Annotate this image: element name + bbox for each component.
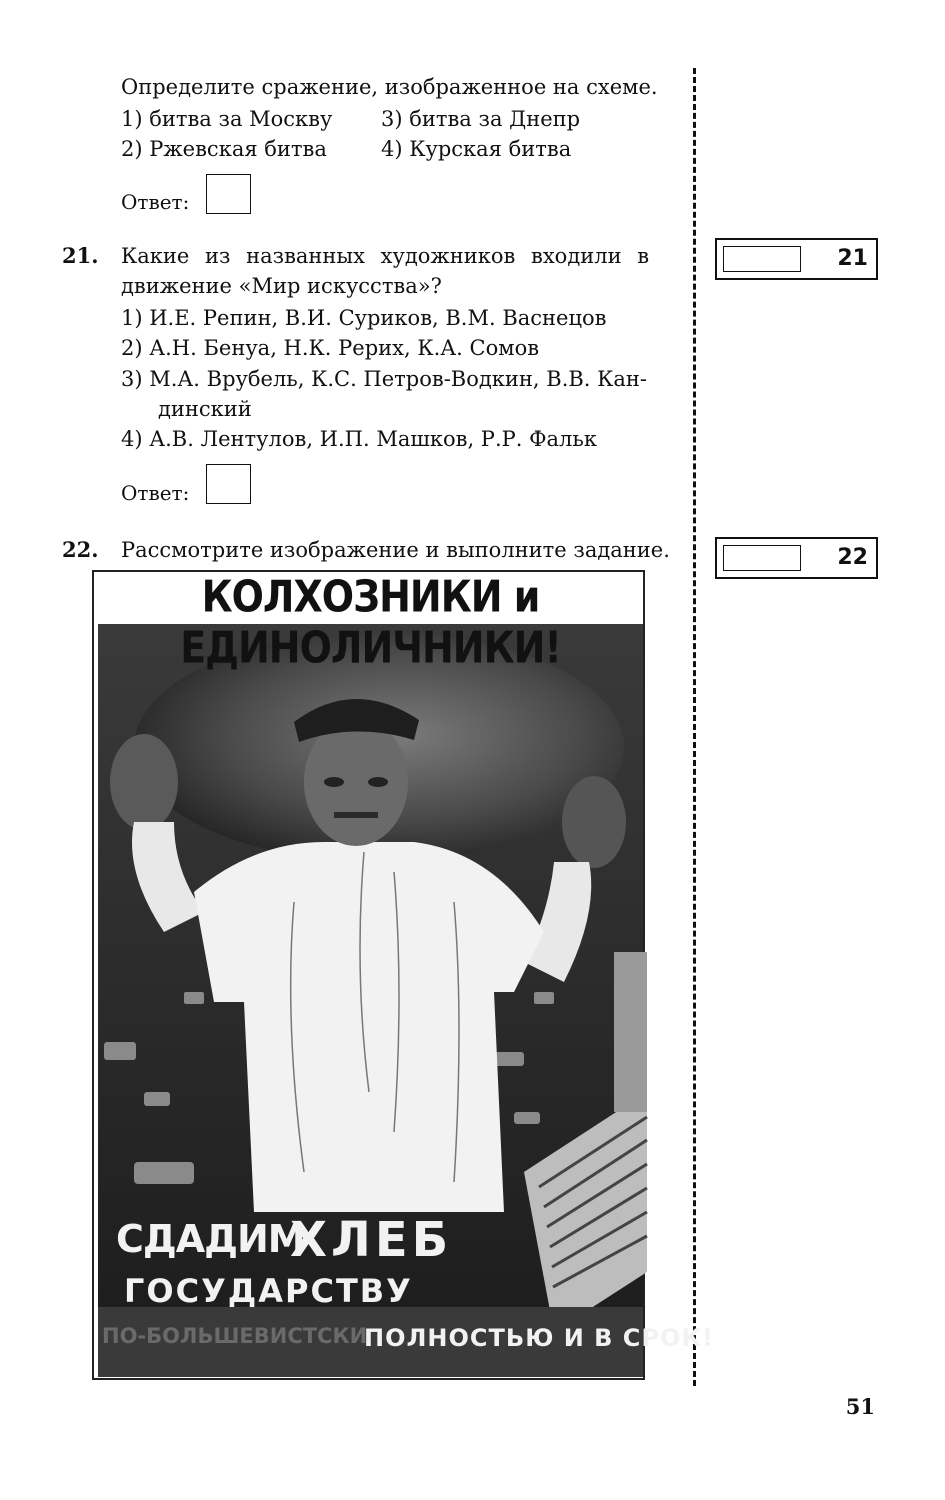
cut-line [693,68,696,1386]
q20-answer-label: Ответ: [121,190,190,214]
left-hand [110,734,178,830]
q21-number: 21. [62,243,99,268]
page-number: 51 [845,1394,875,1419]
q21-answer-label: Ответ: [121,481,190,505]
q20-option-3: 3) битва за Днепр [381,107,581,131]
q20-option-4: 4) Курская битва [381,137,572,161]
poster-slogan-3: ГОСУДАРСТВУ [124,1272,413,1310]
q21-option-3-cont: динский [158,397,252,421]
propaganda-poster [92,570,714,1380]
q21-option-4: 4) А.В. Лентулов, И.П. Машков, Р.Р. Фальк [121,427,597,451]
poster-slogan-4: ПО-БОЛЬШЕВИСТСКИ [102,1324,368,1348]
q20-answer-box[interactable] [206,174,251,214]
q21-score-box[interactable] [715,238,878,280]
q22-score-label: 22 [837,545,868,570]
q21-option-3: 3) М.А. Врубель, К.С. Петров-Водкин, В.В. Кан- [121,367,648,391]
q21-answer-box[interactable] [206,464,251,504]
q21-prompt-line-2: движение «Мир искусства»? [121,274,442,298]
q22-number: 22. [62,537,99,562]
q21-prompt-line-1: Какие из названных художников входили в [121,244,650,268]
q21-option-2: 2) А.Н. Бенуа, Н.К. Рерих, К.А. Сомов [121,336,540,360]
q20-option-1: 1) битва за Москву [121,107,333,131]
poster-slogan-1: СДАДИМ [116,1217,305,1261]
q22-score-input[interactable] [723,545,801,571]
right-hand [562,776,626,868]
poster-slogan-2: ХЛЕБ [290,1212,453,1268]
q20-prompt: Определите сражение, изображенное на схеме. [121,75,658,99]
poster-title: КОЛХОЗНИКИ и ЕДИНОЛИЧНИКИ! [180,571,561,673]
q22-prompt: Рассмотрите изображение и выполните задание. [121,538,670,562]
q22-score-box[interactable] [715,537,878,579]
q21-option-1: 1) И.Е. Репин, В.И. Суриков, В.М. Васнецов [121,306,607,330]
poster-slogan-5: ПОЛНОСТЬЮ И В СРОК! [364,1324,714,1352]
head [304,718,408,846]
q21-score-label: 21 [837,246,868,271]
q21-score-input[interactable] [723,246,801,272]
q20-option-2: 2) Ржевская битва [121,137,327,161]
